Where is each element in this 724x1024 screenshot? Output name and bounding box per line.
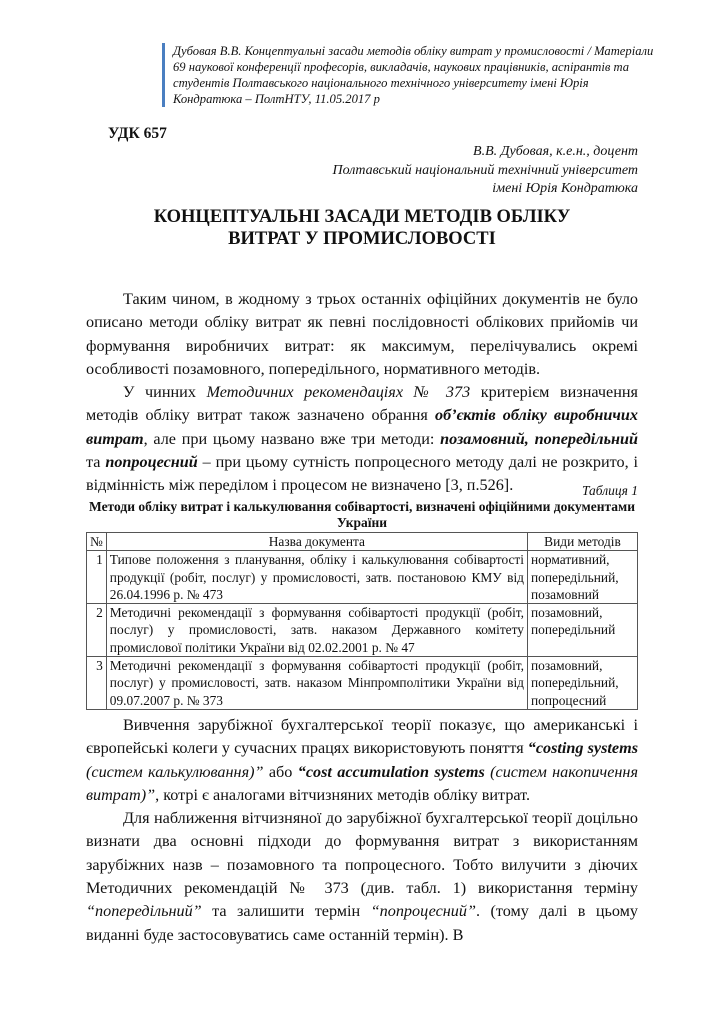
paragraph-4 — [86, 807, 638, 947]
body-section-1 — [86, 288, 638, 498]
text-bold-italic: об’єктів обліку виробничих витрат — [86, 406, 638, 448]
author-affiliation-2: імені Юрія Кондратюка — [492, 181, 638, 196]
text: У чинних — [123, 383, 207, 402]
text: Для наближення вітчизняної до зарубіжної бухгалтерської теорії доцільно визнати два основні підходи до формування витрат з використанням зарубіжних назв – позамовного та попроцесного. Тобто вилучити з діючих Методичних рекомендацій № 373 (див. табл. 1) використання терміну — [86, 809, 638, 898]
text-italic: “попередільний” — [86, 902, 202, 921]
text: критерієм визначення методів обліку витрат також зазначено обрання — [86, 383, 638, 425]
header-num: № — [87, 533, 107, 551]
paragraph-2 — [86, 381, 638, 497]
text: Вивчення зарубіжної бухгалтерської теорії показує, що американські і європейські колеги у сучасних працях використовують поняття — [86, 716, 638, 758]
text-bold-italic: позамовний, попередільний — [440, 429, 638, 448]
title-line-1: КОНЦЕПТУАЛЬНІ ЗАСАДИ МЕТОДІВ ОБЛІКУ — [153, 207, 571, 227]
author-affiliation: Полтавський національний технічний університет — [332, 162, 638, 178]
text-italic: “попроцесний” — [370, 902, 476, 921]
table-row — [87, 604, 638, 657]
table-row — [87, 657, 638, 710]
udk-code: УДК 657 — [108, 125, 167, 142]
text-bold-italic: попроцесний — [105, 453, 198, 472]
table-caption: Таблиця 1 — [581, 483, 638, 498]
cell-name: Методичні рекомендації з формування собівартості продукції (робіт, послуг) у промисловості, затв. наказом Державного комітету промислової політики України від 02.02.2001 р. № 47 — [106, 604, 527, 657]
documents-table — [86, 532, 638, 710]
body-section-2 — [86, 714, 638, 947]
cell-methods: позамовний, попередільний — [528, 604, 638, 657]
cell-methods: позамовний, попередільний, попроцесний — [528, 657, 638, 710]
text: та залишити термін — [201, 902, 371, 921]
table-row — [87, 551, 638, 604]
paragraph-3 — [86, 714, 638, 807]
author-name: В.В. Дубовая, к.е.н., доцент — [473, 144, 638, 159]
text: або — [263, 762, 298, 781]
cell-num: 1 — [87, 551, 107, 604]
text: – при цьому сутність попроцесного методу далі не розкрито, і відмінність між переділом і процесом не визначено [3, п.526]. — [86, 453, 638, 495]
paper-title — [86, 207, 638, 250]
cell-name: Типове положення з планування, обліку і калькулювання собівартості продукції (робіт, послуг) у промисловості, затв. постановою КМУ від 26.04.1996 р. № 473 — [106, 551, 527, 604]
text-italic: (систем калькулювання)” — [86, 762, 264, 781]
table-header-row — [87, 533, 638, 551]
text-bold-italic: “cost accumulation systems — [297, 762, 485, 781]
text-italic: Методичних рекомендаціях № 373 — [206, 383, 471, 402]
text: та — [86, 453, 106, 472]
header-name: Назва документа — [106, 533, 527, 551]
text: , котрі є аналогами вітчизняних методів обліку витрат. — [155, 785, 531, 804]
text-bold-italic: “costing systems — [527, 739, 638, 758]
cell-num: 2 — [87, 604, 107, 657]
cell-num: 3 — [87, 657, 107, 710]
author-block — [333, 143, 639, 199]
cell-name: Методичні рекомендації з формування собівартості продукції (робіт, послуг) у промисловості, затв. наказом Мінпромполітики України від 09.07.2007 р. № 373 — [106, 657, 527, 710]
text: , але при цьому названо вже три методи: — [143, 429, 441, 448]
paragraph-1: Таким чином, в жодному з трьох останніх офіційних документів не було описано методи обліку витрат як певні послідовності облікових прийомів чи формування виробничих витрат: як максимум, перелічувались окремі особливості позамовного, попередільного, нормативного методів. — [86, 290, 638, 378]
cell-methods: нормативний, попередільний, позамовний — [528, 551, 638, 604]
text-italic: (систем накопичення витрат)” — [86, 762, 638, 804]
title-line-2: ВИТРАТ У ПРОМИСЛОВОСТІ — [228, 228, 496, 249]
table-title: Методи обліку витрат і калькулювання собівартості, визначені офіційними документами України — [89, 499, 635, 530]
header-methods: Види методів — [528, 533, 638, 551]
text: . (тому далі в цьому виданні буде застосовуватись саме останній термін). В — [86, 902, 638, 944]
citation-block: Дубовая В.В. Концептуальні засади методів обліку витрат у промисловості / Матеріали 69 наукової конференції професорів, викладачів, наукових працівників, аспірантів та студентів Полтавського національного технічного університету імені Юрія Кондратюка – ПолтНТУ, 11.05.2017 р — [162, 43, 658, 107]
